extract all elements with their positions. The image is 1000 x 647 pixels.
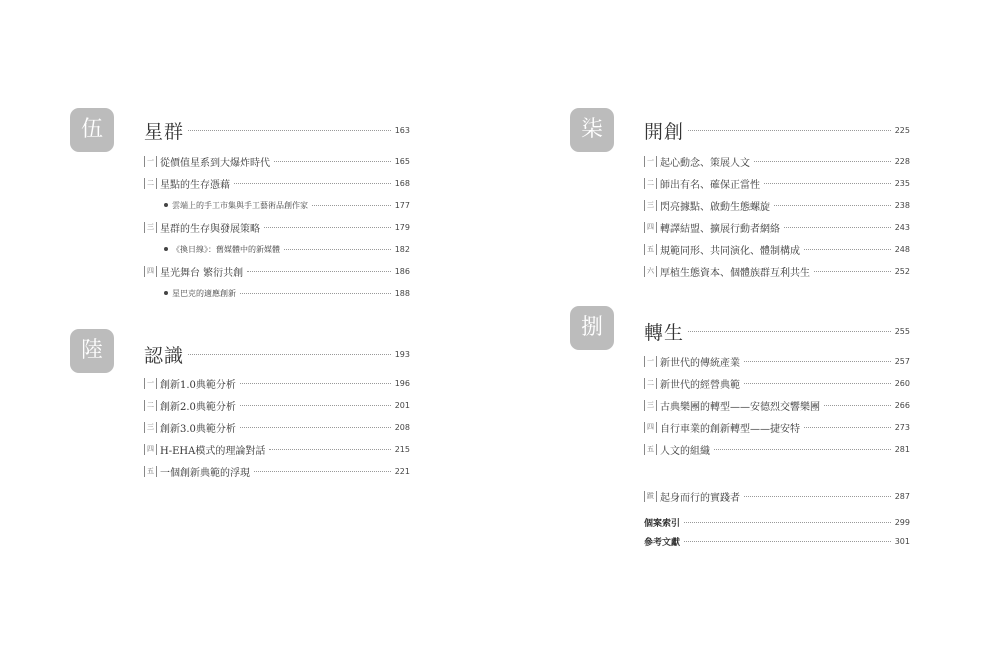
page-number: 177 bbox=[394, 200, 410, 210]
section-marker: 四 bbox=[144, 444, 157, 455]
toc-postscript[interactable] bbox=[644, 489, 910, 503]
entry-title: 新世代的經營典範 bbox=[660, 379, 740, 391]
dot-leader bbox=[188, 354, 391, 355]
page-number: 193 bbox=[394, 350, 410, 359]
entry-title: 創新3.0典範分析 bbox=[160, 423, 236, 435]
dot-leader bbox=[188, 130, 391, 131]
section-marker: 二 bbox=[644, 378, 657, 389]
dot-leader bbox=[774, 205, 891, 206]
dot-leader bbox=[247, 271, 391, 272]
dot-leader bbox=[784, 227, 891, 228]
section-marker: 三 bbox=[644, 400, 657, 411]
page-number: 179 bbox=[394, 222, 410, 232]
page-number: 196 bbox=[394, 378, 410, 388]
toc-entry[interactable] bbox=[644, 354, 910, 368]
dot-leader bbox=[240, 383, 391, 384]
toc-subentry[interactable] bbox=[164, 286, 410, 300]
chapter-5 bbox=[70, 108, 410, 152]
chapter-7 bbox=[570, 108, 910, 152]
section-marker: 五 bbox=[644, 444, 657, 455]
toc-entry[interactable] bbox=[644, 220, 910, 234]
chapter-title: 星群 bbox=[144, 121, 185, 143]
toc-entry[interactable] bbox=[644, 264, 910, 278]
chapter-number-badge: 柒 bbox=[570, 108, 614, 152]
page-number: 299 bbox=[894, 517, 910, 527]
page-number: 201 bbox=[394, 400, 410, 410]
dot-leader bbox=[254, 471, 391, 472]
toc-subentry[interactable] bbox=[164, 198, 410, 212]
section-marker: 三 bbox=[144, 222, 157, 233]
dot-leader bbox=[804, 427, 891, 428]
dot-leader bbox=[284, 249, 391, 250]
page-number: 281 bbox=[894, 444, 910, 454]
section-marker: 二 bbox=[144, 400, 157, 411]
dot-leader bbox=[684, 541, 891, 542]
section-marker: 五 bbox=[144, 466, 157, 477]
toc-entry[interactable] bbox=[644, 198, 910, 212]
section-marker: 一 bbox=[644, 156, 657, 167]
section-marker: 三 bbox=[644, 200, 657, 211]
page-number: 235 bbox=[894, 178, 910, 188]
section-marker: 五 bbox=[644, 244, 657, 255]
page-number: 252 bbox=[894, 266, 910, 276]
page-number: 215 bbox=[394, 444, 410, 454]
dot-leader bbox=[744, 496, 891, 497]
entry-title: 古典樂團的轉型——安德烈交響樂團 bbox=[660, 401, 820, 413]
chapter-number-badge: 陸 bbox=[70, 329, 114, 373]
dot-leader bbox=[240, 427, 391, 428]
entry-title: 參考文獻 bbox=[644, 537, 681, 548]
dot-leader bbox=[824, 405, 891, 406]
dot-leader bbox=[234, 183, 391, 184]
chapter-title: 認識 bbox=[144, 345, 185, 367]
page-number: 228 bbox=[894, 156, 910, 166]
bullet-icon bbox=[164, 203, 168, 207]
dot-leader bbox=[240, 405, 391, 406]
section-marker: 六 bbox=[644, 266, 657, 277]
section-marker: 三 bbox=[144, 422, 157, 433]
dot-leader bbox=[764, 183, 891, 184]
entry-title: 轉譯結盟、擴展行動者網絡 bbox=[660, 223, 780, 235]
chapter-title-row[interactable] bbox=[644, 117, 910, 144]
page-number: 260 bbox=[894, 378, 910, 388]
section-marker: 四 bbox=[644, 422, 657, 433]
chapter-number-badge: 伍 bbox=[70, 108, 114, 152]
toc-entry[interactable] bbox=[144, 176, 410, 190]
page-number: 221 bbox=[394, 466, 410, 476]
section-marker: 二 bbox=[644, 178, 657, 189]
page-number: 301 bbox=[894, 536, 910, 546]
toc-entry[interactable] bbox=[144, 220, 410, 234]
entry-title: 人文的組織 bbox=[660, 445, 710, 457]
entry-title: H-EHA模式的理論對話 bbox=[160, 445, 266, 457]
toc-subentry[interactable] bbox=[164, 242, 410, 256]
entry-title: 自行車業的創新轉型——捷安特 bbox=[660, 423, 800, 435]
toc-entry[interactable] bbox=[144, 264, 410, 278]
dot-leader bbox=[814, 271, 891, 272]
chapter-6 bbox=[70, 329, 410, 373]
dot-leader bbox=[269, 449, 390, 450]
page-number: 243 bbox=[894, 222, 910, 232]
section-marker: 一 bbox=[644, 356, 657, 367]
toc-entry[interactable] bbox=[644, 242, 910, 256]
dot-leader bbox=[744, 383, 891, 384]
toc-entry[interactable] bbox=[644, 420, 910, 434]
toc-entry[interactable] bbox=[644, 154, 910, 168]
section-marker: 四 bbox=[144, 266, 157, 277]
dot-leader bbox=[240, 293, 391, 294]
page-number: 225 bbox=[894, 126, 910, 135]
page-number: 273 bbox=[894, 422, 910, 432]
chapter-title-row[interactable] bbox=[144, 117, 410, 144]
page-number: 208 bbox=[394, 422, 410, 432]
entry-title: 星點的生存憑藉 bbox=[160, 179, 230, 191]
chapter-title-row[interactable] bbox=[644, 318, 910, 345]
toc-appendix-entry[interactable] bbox=[644, 534, 910, 548]
entry-title: 星群的生存與發展策略 bbox=[160, 223, 260, 235]
toc-entry[interactable] bbox=[644, 176, 910, 190]
entry-title: 雲端上的手工市集與手工藝術品創作家 bbox=[172, 200, 308, 210]
entry-title: 一個創新典範的浮現 bbox=[160, 467, 250, 479]
dot-leader bbox=[264, 227, 391, 228]
bullet-icon bbox=[164, 291, 168, 295]
dot-leader bbox=[714, 449, 891, 450]
dot-leader bbox=[684, 522, 891, 523]
entry-title: 師出有名、確保正當性 bbox=[660, 179, 760, 191]
chapter-title: 轉生 bbox=[644, 322, 685, 344]
dot-leader bbox=[754, 161, 891, 162]
toc-appendix-entry[interactable] bbox=[644, 515, 910, 529]
entry-title: 個案索引 bbox=[644, 518, 681, 529]
toc-entry[interactable] bbox=[144, 464, 410, 478]
page-number: 186 bbox=[394, 266, 410, 276]
chapter-8 bbox=[570, 306, 910, 350]
toc-entry[interactable] bbox=[644, 398, 910, 412]
entry-title: 新世代的傳統產業 bbox=[660, 357, 740, 369]
entry-title: 星巴克的適應創新 bbox=[172, 288, 236, 298]
toc-entry[interactable] bbox=[644, 442, 910, 456]
entry-title: 星光舞台 繁衍共創 bbox=[160, 267, 244, 279]
page-number: 287 bbox=[894, 491, 910, 501]
dot-leader bbox=[744, 361, 891, 362]
dot-leader bbox=[688, 331, 891, 332]
dot-leader bbox=[688, 130, 891, 131]
dot-leader bbox=[804, 249, 891, 250]
toc-entry[interactable] bbox=[144, 398, 410, 412]
section-marker: 四 bbox=[644, 222, 657, 233]
toc-entry[interactable] bbox=[144, 376, 410, 390]
entry-title: 起心動念、策展人文 bbox=[660, 157, 750, 169]
page-number: 257 bbox=[894, 356, 910, 366]
entry-title: 規範同形、共同演化、體制構成 bbox=[660, 245, 800, 257]
page-number: 255 bbox=[894, 327, 910, 336]
page-number: 248 bbox=[894, 244, 910, 254]
entry-title: 從價值星系到大爆炸時代 bbox=[160, 157, 270, 169]
chapter-number-badge: 捌 bbox=[570, 306, 614, 350]
entry-title: 閃亮據點、啟動生態螺旋 bbox=[660, 201, 770, 213]
bullet-icon bbox=[164, 247, 168, 251]
entry-title: 起身而行的實踐者 bbox=[660, 492, 740, 504]
section-marker: 一 bbox=[144, 378, 157, 389]
page-number: 163 bbox=[394, 126, 410, 135]
entry-title: 創新2.0典範分析 bbox=[160, 401, 236, 413]
entry-title: 厚植生態資本、個體族群互利共生 bbox=[660, 267, 810, 279]
entry-title: 《換日線》：舊媒體中的新媒體 bbox=[172, 244, 280, 254]
chapter-title-row[interactable] bbox=[144, 341, 410, 368]
page-number: 188 bbox=[394, 288, 410, 298]
page-number: 266 bbox=[894, 400, 910, 410]
toc-entry[interactable] bbox=[144, 442, 410, 456]
chapter-title: 開創 bbox=[644, 121, 685, 143]
section-marker: 一 bbox=[144, 156, 157, 167]
dot-leader bbox=[312, 205, 391, 206]
page-number: 238 bbox=[894, 200, 910, 210]
toc-entry[interactable] bbox=[144, 154, 410, 168]
page-number: 165 bbox=[394, 156, 410, 166]
page-number: 182 bbox=[394, 244, 410, 254]
section-marker: 二 bbox=[144, 178, 157, 189]
dot-leader bbox=[274, 161, 391, 162]
toc-entry[interactable] bbox=[644, 376, 910, 390]
section-marker: 跋 bbox=[644, 491, 657, 502]
entry-title: 創新1.0典範分析 bbox=[160, 379, 236, 391]
page-number: 168 bbox=[394, 178, 410, 188]
toc-entry[interactable] bbox=[144, 420, 410, 434]
